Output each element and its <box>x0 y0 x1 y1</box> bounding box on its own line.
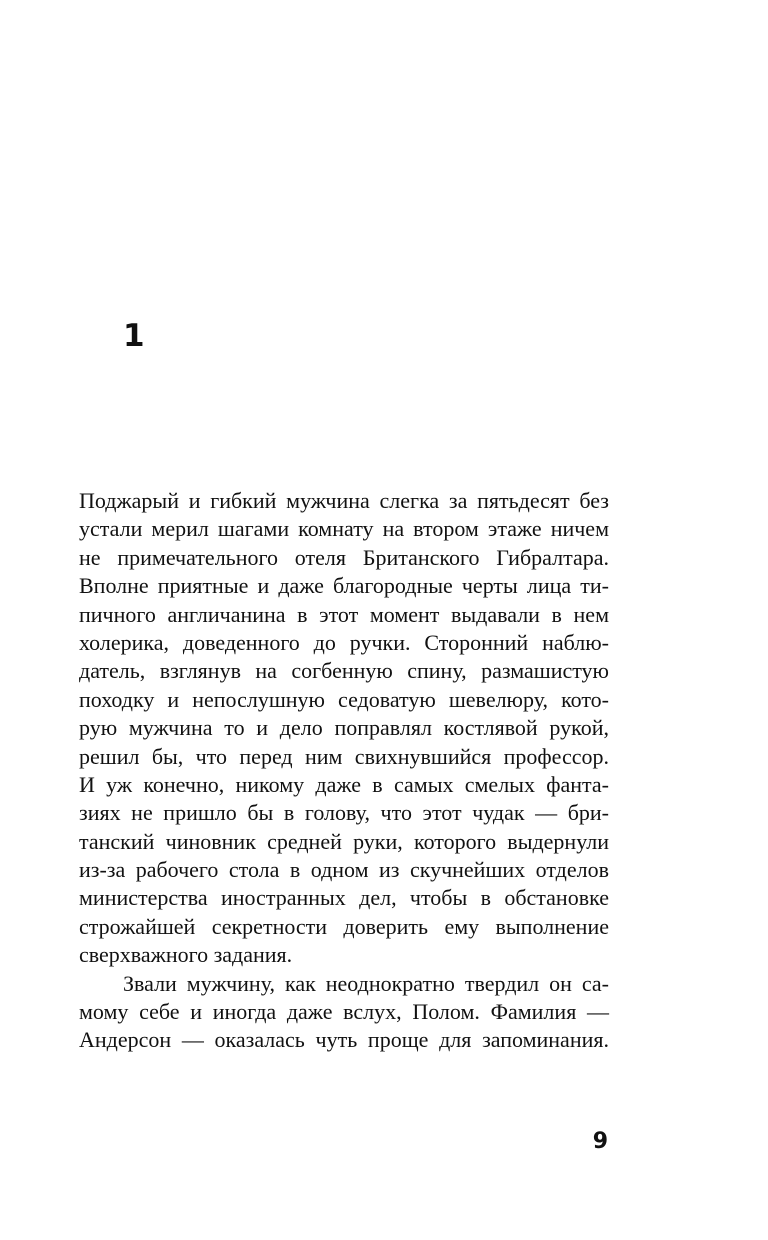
page-number: 9 <box>592 1129 608 1154</box>
text-line: из-за рабочего стола в одном из скучнейших отделов <box>79 857 609 883</box>
text-line: холерика, доведенного до ручки. Сторонний наблю- <box>79 629 609 655</box>
text-line: устали мерил шагами комнату на втором этаже ничем <box>79 516 609 542</box>
text-line: Андерсон — оказалась чуть проще для запоминания. <box>79 1027 609 1053</box>
text-line: строжайшей секретности доверить ему выполнение <box>79 913 609 939</box>
body-text <box>79 487 609 1055</box>
text-line: танский чиновник средней руки, которого выдернули <box>79 828 609 854</box>
text-line: Поджарый и гибкий мужчина слегка за пятьдесят без <box>79 488 609 513</box>
text-line: решил бы, что перед ним свихнувшийся профессор. <box>79 743 609 769</box>
text-line: зиях не пришло бы в голову, что этот чудак — бри- <box>79 800 609 826</box>
text-line: Вполне приятные и даже благородные черты лица ти- <box>79 573 609 599</box>
text-line: не примечательного отеля Британского Гибралтара. <box>79 544 609 570</box>
text-line: Звали мужчину, как неоднократно твердил он са- <box>123 970 609 996</box>
text-line: пичного англичанина в этот момент выдавали в нем <box>79 601 609 627</box>
text-line: сверхважного задания. <box>79 942 293 968</box>
text-line: датель, взглянув на согбенную спину, размашистую <box>79 658 609 684</box>
text-line: рую мужчина то и дело поправлял костлявой рукой, <box>79 715 609 741</box>
text-line: походку и непослушную седоватую шевелюру, кото- <box>79 686 609 712</box>
text-line: И уж конечно, никому даже в самых смелых фанта- <box>79 771 609 797</box>
chapter-number: 1 <box>123 318 145 354</box>
text-line: министерства иностранных дел, чтобы в обстановке <box>79 885 609 911</box>
text-line: мому себе и иногда даже вслух, Полом. Фамилия — <box>79 999 609 1025</box>
